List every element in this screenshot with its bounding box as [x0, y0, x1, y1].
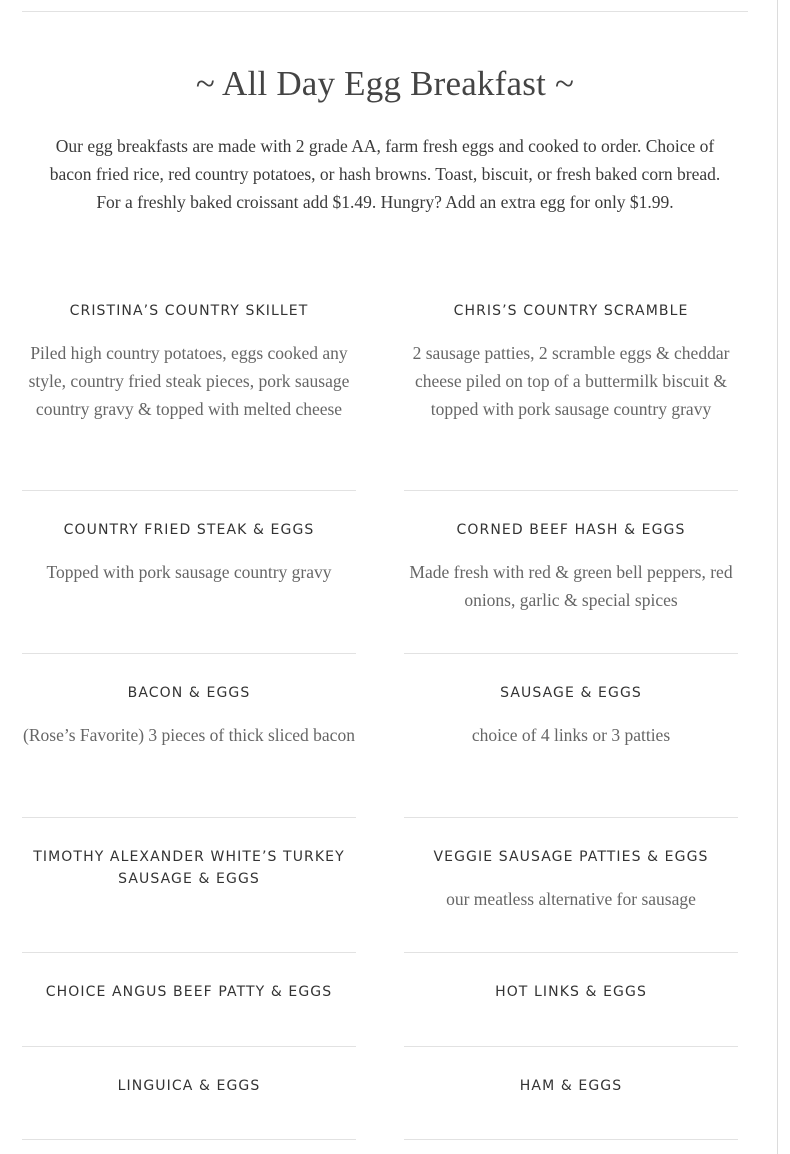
menu-item-name: BACON & EGGS — [127, 685, 251, 701]
menu-item-ham-eggs — [404, 1075, 738, 1097]
menu-item-description: 2 sausage patties, 2 scramble eggs & cheddar cheese piled on top of a buttermilk biscuit & topped with pork sausage country gravy — [412, 343, 730, 419]
menu-item-chriss-country-scramble — [404, 300, 738, 423]
menu-item-turkey-sausage-eggs — [22, 846, 356, 890]
menu-divider — [404, 817, 738, 818]
menu-divider — [404, 1139, 738, 1140]
menu-divider — [22, 653, 356, 654]
menu-divider — [404, 490, 738, 491]
menu-item-name: CHOICE ANGUS BEEF PATTY & EGGS — [45, 984, 333, 1000]
section-intro — [14, 132, 756, 216]
menu-item-name: SAUSAGE & EGGS — [500, 685, 642, 701]
menu-item-description: Piled high country potatoes, eggs cooked any style, country fried steak pieces, pork sausage country gravy & topped with melted cheese — [28, 343, 350, 419]
intro-line: Our egg breakfasts are made with 2 grade AA, farm fresh eggs and cooked to order. Choice of — [55, 136, 715, 156]
menu-divider — [22, 1139, 356, 1140]
menu-item-linguica-eggs — [22, 1075, 356, 1097]
intro-line: bacon fried rice, red country potatoes, or hash browns. Toast, biscuit, or fresh baked corn bread. — [49, 164, 721, 184]
menu-item-sausage-eggs — [404, 682, 738, 749]
menu-divider — [404, 952, 738, 953]
menu-divider — [404, 1046, 738, 1047]
menu-divider — [22, 817, 356, 818]
menu-item-name: HOT LINKS & EGGS — [495, 984, 647, 1000]
menu-item-name: CORNED BEEF HASH & EGGS — [456, 522, 686, 538]
menu-item-corned-beef-hash-eggs — [404, 519, 738, 614]
top-divider — [22, 11, 748, 12]
menu-item-name: VEGGIE SAUSAGE PATTIES & EGGS — [433, 849, 709, 865]
menu-item-angus-beef-patty-eggs — [22, 981, 356, 1003]
menu-item-description: choice of 4 links or 3 patties — [471, 725, 671, 745]
menu-item-veggie-sausage-patties-eggs — [404, 846, 738, 913]
menu-item-name: TIMOTHY ALEXANDER WHITE’S TURKEY SAUSAGE & EGGS — [33, 849, 345, 887]
menu-item-description: (Rose’s Favorite) 3 pieces of thick sliced bacon — [23, 725, 355, 745]
menu-item-description: Topped with pork sausage country gravy — [46, 562, 332, 582]
page-edge-divider — [777, 0, 778, 1154]
menu-item-description: Made fresh with red & green bell peppers, red onions, garlic & special spices — [409, 562, 733, 610]
menu-item-name: HAM & EGGS — [519, 1078, 623, 1094]
menu-item-name: COUNTRY FRIED STEAK & EGGS — [63, 522, 315, 538]
menu-item-name: CHRIS’S COUNTRY SCRAMBLE — [453, 303, 689, 319]
menu-item-country-fried-steak-eggs — [22, 519, 356, 586]
menu-divider — [22, 952, 356, 953]
menu-item-name: CRISTINA’S COUNTRY SKILLET — [69, 303, 309, 319]
menu-item-cristinas-country-skillet — [22, 300, 356, 423]
section-title: ~ All Day Egg Breakfast ~ — [195, 64, 575, 103]
menu-item-bacon-eggs — [22, 682, 356, 749]
menu-divider — [404, 653, 738, 654]
menu-item-description: our meatless alternative for sausage — [446, 889, 696, 909]
menu-divider — [22, 1046, 356, 1047]
menu-item-name: LINGUICA & EGGS — [117, 1078, 261, 1094]
menu-item-hot-links-eggs — [404, 981, 738, 1003]
menu-divider — [22, 490, 356, 491]
intro-line: For a freshly baked croissant add $1.49. Hungry? Add an extra egg for only $1.99. — [96, 192, 674, 212]
